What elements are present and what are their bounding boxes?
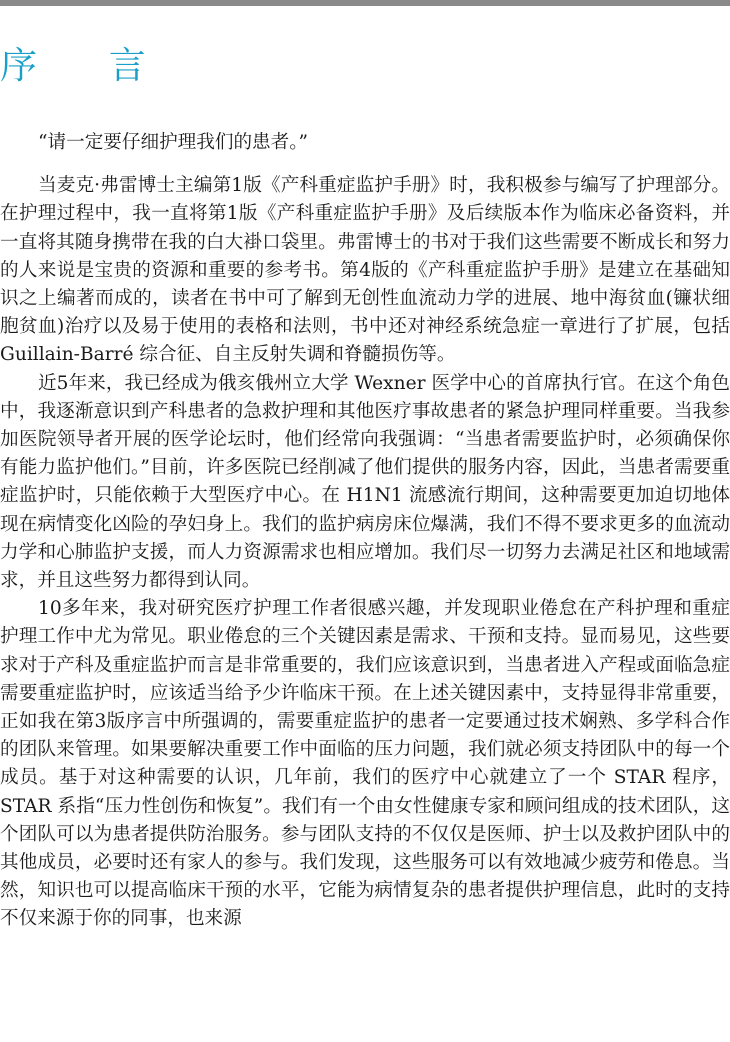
paragraph-1: 当麦克·弗雷博士主编第1版《产科重症监护手册》时，我积极参与编写了护理部分。在护理过程中，我一直将第1版《产科重症监护手册》及后续版本作为临床必备资料，并一直将其随身携带在我的白大褂口袋里。弗雷博士的书对于我们这些需要不断成长和努力的人来说是宝贵的资源和重要的参考书。第4版的《产科重症监护手册》是建立在基础知识之上编著而成的，读者在书中可了解到无创性血流动力学的进展、地中海贫血(镰状细胞贫血)治疗以及易于使用的表格和法则，书中还对神经系统急症一章进行了扩展，包括 Guillain-Barré 综合征、自主反射失调和脊髓损伤等。: [0, 175, 730, 366]
chapter-title: 序 言: [0, 44, 176, 87]
body-text: [0, 129, 730, 934]
header-rule: [0, 0, 730, 6]
paragraph-2: 近5年来，我已经成为俄亥俄州立大学 Wexner 医学中心的首席执行官。在这个角色中，我逐渐意识到产科患者的急救护理和其他医疗事故患者的紧急护理同样重要。当我参加医院领导者开展的医学论坛时，他们经常向我强调：“当患者需要监护时，必须确保你有能力监护他们。”目前，许多医院已经削减了他们提供的服务内容，因此，当患者需要重症监护时，只能依赖于大型医疗中心。在 H1N1 流感流行期间，这种需要更加迫切地体现在病情变化凶险的孕妇身上。我们的监护病房床位爆满，我们不得不要求更多的血流动力学和心肺监护支援，而人力资源需求也相应增加。我们尽一切努力去满足社区和地域需求，并且这些努力都得到认同。: [0, 372, 730, 592]
paragraph-3: 10多年来，我对研究医疗护理工作者很感兴趣，并发现职业倦怠在产科护理和重症护理工作中尤为常见。职业倦怠的三个关键因素是需求、干预和支持。显而易见，这些要求对于产科及重症监护而言是非常重要的，我们应该意识到，当患者进入产程或面临急症需要重症监护时，应该适当给予少许临床干预。在上述关键因素中，支持显得非常重要，正如我在第3版序言中所强调的，需要重症监护的患者一定要通过技术娴熟、多学科合作的团队来管理。如果要解决重要工作中面临的压力问题，我们就必须支持团队中的每一个成员。基于对这种需要的认识，几年前，我们的医疗中心就建立了一个 STAR 程序，STAR 系指“压力性创伤和恢复”。我们有一个由女性健康专家和顾问组成的技术团队，这个团队可以为患者提供防治服务。参与团队支持的不仅仅是医师、护士以及救护团队中的其他成员，必要时还有家人的参与。我们发现，这些服务可以有效地减少疲劳和倦息。当然，知识也可以提高临床干预的水平，它能为病情复杂的患者提供护理信息，此时的支持不仅来源于你的同事，也来源: [0, 598, 730, 930]
opening-quote: “请一定要仔细护理我们的患者。”: [38, 132, 309, 153]
